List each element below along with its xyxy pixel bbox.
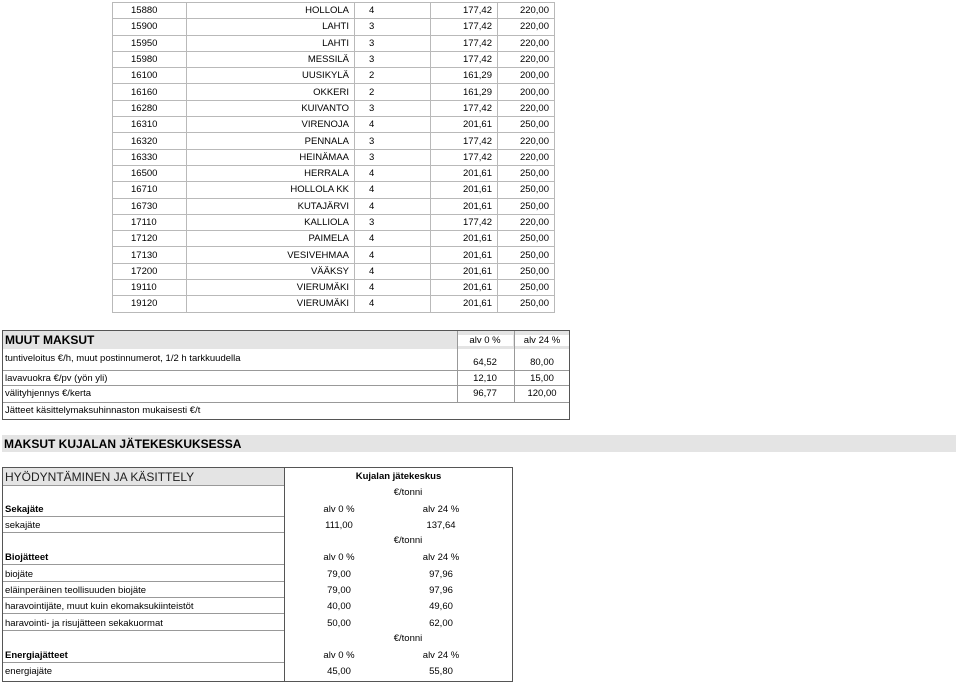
waste-label: sekajäte — [5, 520, 41, 531]
kujala-section-header — [2, 435, 956, 452]
group-heading: Biojätteet — [5, 552, 49, 563]
price-vat0: 177,42 — [431, 214, 498, 230]
price-zone: 2 — [355, 84, 431, 100]
price-zone: 4 — [355, 231, 431, 247]
vat-0-header: alv 0 % — [323, 552, 355, 563]
postal-row — [113, 133, 555, 149]
postal-row — [113, 35, 555, 51]
price-zone: 2 — [355, 68, 431, 84]
city-name: PAIMELA — [187, 231, 355, 247]
postal-row — [113, 51, 555, 67]
price-vat24: 220,00 — [498, 3, 555, 19]
city-name: VESIVEHMAA — [187, 247, 355, 263]
city-name: HEINÄMAA — [187, 149, 355, 165]
price-vat0: 201,61 — [431, 296, 498, 312]
price-vat24: 250,00 — [498, 280, 555, 296]
price-vat24: 220,00 — [498, 214, 555, 230]
postal-row — [113, 68, 555, 84]
city-name: VIRENOJA — [187, 117, 355, 133]
waste-label: haravointi- ja risujätteen sekakuormat — [5, 618, 163, 629]
price-vat0: 177,42 — [431, 51, 498, 67]
price-zone: 3 — [355, 149, 431, 165]
price-vat24: 250,00 — [498, 117, 555, 133]
postal-code: 19110 — [113, 280, 187, 296]
price-vat24: 250,00 — [498, 198, 555, 214]
price-zone: 3 — [355, 100, 431, 116]
waste-vat0: 45,00 — [327, 666, 351, 677]
price-vat0: 201,61 — [431, 231, 498, 247]
waste-vat0: 111,00 — [325, 520, 353, 531]
city-name: VÄÄKSY — [187, 263, 355, 279]
price-vat24: 250,00 — [498, 231, 555, 247]
city-name: LAHTI — [187, 19, 355, 35]
kujala-section-title: MAKSUT KUJALAN JÄTEKESKUKSESSA — [4, 437, 242, 451]
group-heading: Sekajäte — [5, 504, 44, 515]
vat-24-header: alv 24 % — [422, 504, 460, 515]
city-name: KUIVANTO — [187, 100, 355, 116]
postal-row — [113, 19, 555, 35]
postal-row — [113, 3, 555, 19]
price-zone: 4 — [355, 165, 431, 181]
postal-row — [113, 296, 555, 312]
postal-code: 17200 — [113, 263, 187, 279]
other-fees-title: MUUT MAKSUT — [5, 333, 95, 347]
vat-0-header: alv 0 % — [457, 335, 513, 346]
price-zone: 4 — [355, 3, 431, 19]
postal-row — [113, 100, 555, 116]
vat-24-header: alv 24 % — [422, 650, 460, 661]
fee-vat24: 15,00 — [530, 373, 554, 384]
price-zone: 4 — [355, 182, 431, 198]
postal-row — [113, 263, 555, 279]
waste-vat0: 40,00 — [327, 601, 351, 612]
postal-row — [113, 182, 555, 198]
city-name: VIERUMÄKI — [187, 280, 355, 296]
unit-label: €/tonni — [393, 535, 423, 546]
city-name: PENNALA — [187, 133, 355, 149]
waste-vat0: 79,00 — [327, 585, 351, 596]
price-vat0: 201,61 — [431, 247, 498, 263]
waste-vat0: 50,00 — [327, 618, 351, 629]
postal-row — [113, 247, 555, 263]
postal-code: 17130 — [113, 247, 187, 263]
price-zone: 3 — [355, 19, 431, 35]
price-zone: 4 — [355, 247, 431, 263]
postal-code: 16320 — [113, 133, 187, 149]
vat-24-header: alv 24 % — [422, 552, 460, 563]
other-fees-section — [2, 330, 570, 420]
kujala-center-label: Kujalan jätekeskus — [355, 471, 442, 482]
city-name: OKKERI — [187, 84, 355, 100]
postal-code: 15980 — [113, 51, 187, 67]
price-vat0: 201,61 — [431, 165, 498, 181]
postal-row — [113, 165, 555, 181]
fee-vat24: 120,00 — [527, 388, 557, 399]
city-name: VIERUMÄKI — [187, 296, 355, 312]
price-vat0: 177,42 — [431, 3, 498, 19]
price-zone: 4 — [355, 198, 431, 214]
price-vat24: 220,00 — [498, 149, 555, 165]
price-zone: 3 — [355, 214, 431, 230]
city-name: HOLLOLA — [187, 3, 355, 19]
price-vat24: 200,00 — [498, 68, 555, 84]
recovery-treatment-table — [2, 467, 513, 682]
waste-vat24: 97,96 — [429, 585, 453, 596]
price-vat24: 220,00 — [498, 19, 555, 35]
waste-label: biojäte — [5, 569, 33, 580]
price-vat0: 177,42 — [431, 149, 498, 165]
postal-row — [113, 231, 555, 247]
city-name: LAHTI — [187, 35, 355, 51]
postal-code: 15950 — [113, 35, 187, 51]
postal-code: 17110 — [113, 214, 187, 230]
waste-label: haravointijäte, muut kuin ekomaksukiinteistöt — [5, 601, 194, 612]
fee-vat24: 80,00 — [530, 357, 554, 368]
vat-0-header: alv 0 % — [323, 504, 355, 515]
city-name: HERRALA — [187, 165, 355, 181]
postal-code: 16100 — [113, 68, 187, 84]
waste-vat24: 55,80 — [429, 666, 453, 677]
postal-row — [113, 280, 555, 296]
postal-code: 16710 — [113, 182, 187, 198]
price-vat24: 250,00 — [498, 165, 555, 181]
price-vat24: 250,00 — [498, 182, 555, 198]
fee-vat0: 96,77 — [473, 388, 497, 399]
postal-code: 16330 — [113, 149, 187, 165]
waste-vat24: 49,60 — [429, 601, 453, 612]
city-name: KUTAJÄRVI — [187, 198, 355, 214]
waste-vat24: 62,00 — [429, 618, 453, 629]
waste-label: energiajäte — [5, 666, 53, 677]
price-zone: 4 — [355, 280, 431, 296]
postal-code: 17120 — [113, 231, 187, 247]
recovery-treatment-title: HYÖDYNTÄMINEN JA KÄSITTELY — [5, 470, 195, 484]
price-vat0: 201,61 — [431, 198, 498, 214]
price-zone: 4 — [355, 117, 431, 133]
waste-vat0: 79,00 — [327, 569, 351, 580]
price-vat24: 220,00 — [498, 35, 555, 51]
unit-label: €/tonni — [393, 487, 423, 498]
price-vat24: 250,00 — [498, 247, 555, 263]
price-vat24: 220,00 — [498, 51, 555, 67]
postal-code: 15900 — [113, 19, 187, 35]
postal-row — [113, 84, 555, 100]
price-vat0: 177,42 — [431, 100, 498, 116]
price-vat24: 200,00 — [498, 84, 555, 100]
price-vat0: 201,61 — [431, 263, 498, 279]
postal-row — [113, 149, 555, 165]
price-zone: 3 — [355, 133, 431, 149]
price-vat24: 220,00 — [498, 133, 555, 149]
vat-0-header: alv 0 % — [323, 650, 355, 661]
city-name: UUSIKYLÄ — [187, 68, 355, 84]
postal-code: 16500 — [113, 165, 187, 181]
postal-row — [113, 117, 555, 133]
postal-code: 15880 — [113, 3, 187, 19]
price-vat0: 177,42 — [431, 19, 498, 35]
price-vat0: 161,29 — [431, 68, 498, 84]
price-vat0: 161,29 — [431, 84, 498, 100]
price-zone: 3 — [355, 51, 431, 67]
group-heading: Energiajätteet — [5, 650, 68, 661]
unit-label: €/tonni — [393, 633, 423, 644]
price-zone: 4 — [355, 296, 431, 312]
waste-label: eläinperäinen teollisuuden biojäte — [5, 585, 147, 596]
fee-label: lavavuokra €/pv (yön yli) — [5, 373, 108, 384]
price-vat24: 250,00 — [498, 263, 555, 279]
fee-label: tuntiveloitus €/h, muut postinnumerot, 1/2 h tarkkuudella — [5, 353, 241, 364]
postal-code: 16280 — [113, 100, 187, 116]
city-name: HOLLOLA KK — [187, 182, 355, 198]
vat-24-header: alv 24 % — [515, 335, 569, 346]
price-zone: 3 — [355, 35, 431, 51]
price-vat0: 177,42 — [431, 35, 498, 51]
postal-code: 16160 — [113, 84, 187, 100]
postal-row — [113, 198, 555, 214]
price-vat0: 177,42 — [431, 133, 498, 149]
price-zone: 4 — [355, 263, 431, 279]
city-name: MESSILÄ — [187, 51, 355, 67]
waste-vat24: 97,96 — [429, 569, 453, 580]
postal-code: 19120 — [113, 296, 187, 312]
city-name: KALLIOLA — [187, 214, 355, 230]
price-vat24: 250,00 — [498, 296, 555, 312]
price-vat0: 201,61 — [431, 280, 498, 296]
postal-price-table — [112, 2, 555, 313]
price-vat0: 201,61 — [431, 182, 498, 198]
price-vat0: 201,61 — [431, 117, 498, 133]
fee-vat0: 12,10 — [473, 373, 497, 384]
note-text: Jätteet käsittelymaksuhinnaston mukaisesti €/t — [5, 405, 201, 416]
price-vat24: 220,00 — [498, 100, 555, 116]
postal-table-body — [113, 3, 555, 313]
postal-row — [113, 214, 555, 230]
other-fees-header — [3, 331, 569, 349]
fee-vat0: 64,52 — [473, 357, 497, 368]
waste-vat24: 137,64 — [426, 520, 456, 531]
fee-label: välityhjennys €/kerta — [5, 388, 92, 399]
postal-code: 16310 — [113, 117, 187, 133]
postal-code: 16730 — [113, 198, 187, 214]
